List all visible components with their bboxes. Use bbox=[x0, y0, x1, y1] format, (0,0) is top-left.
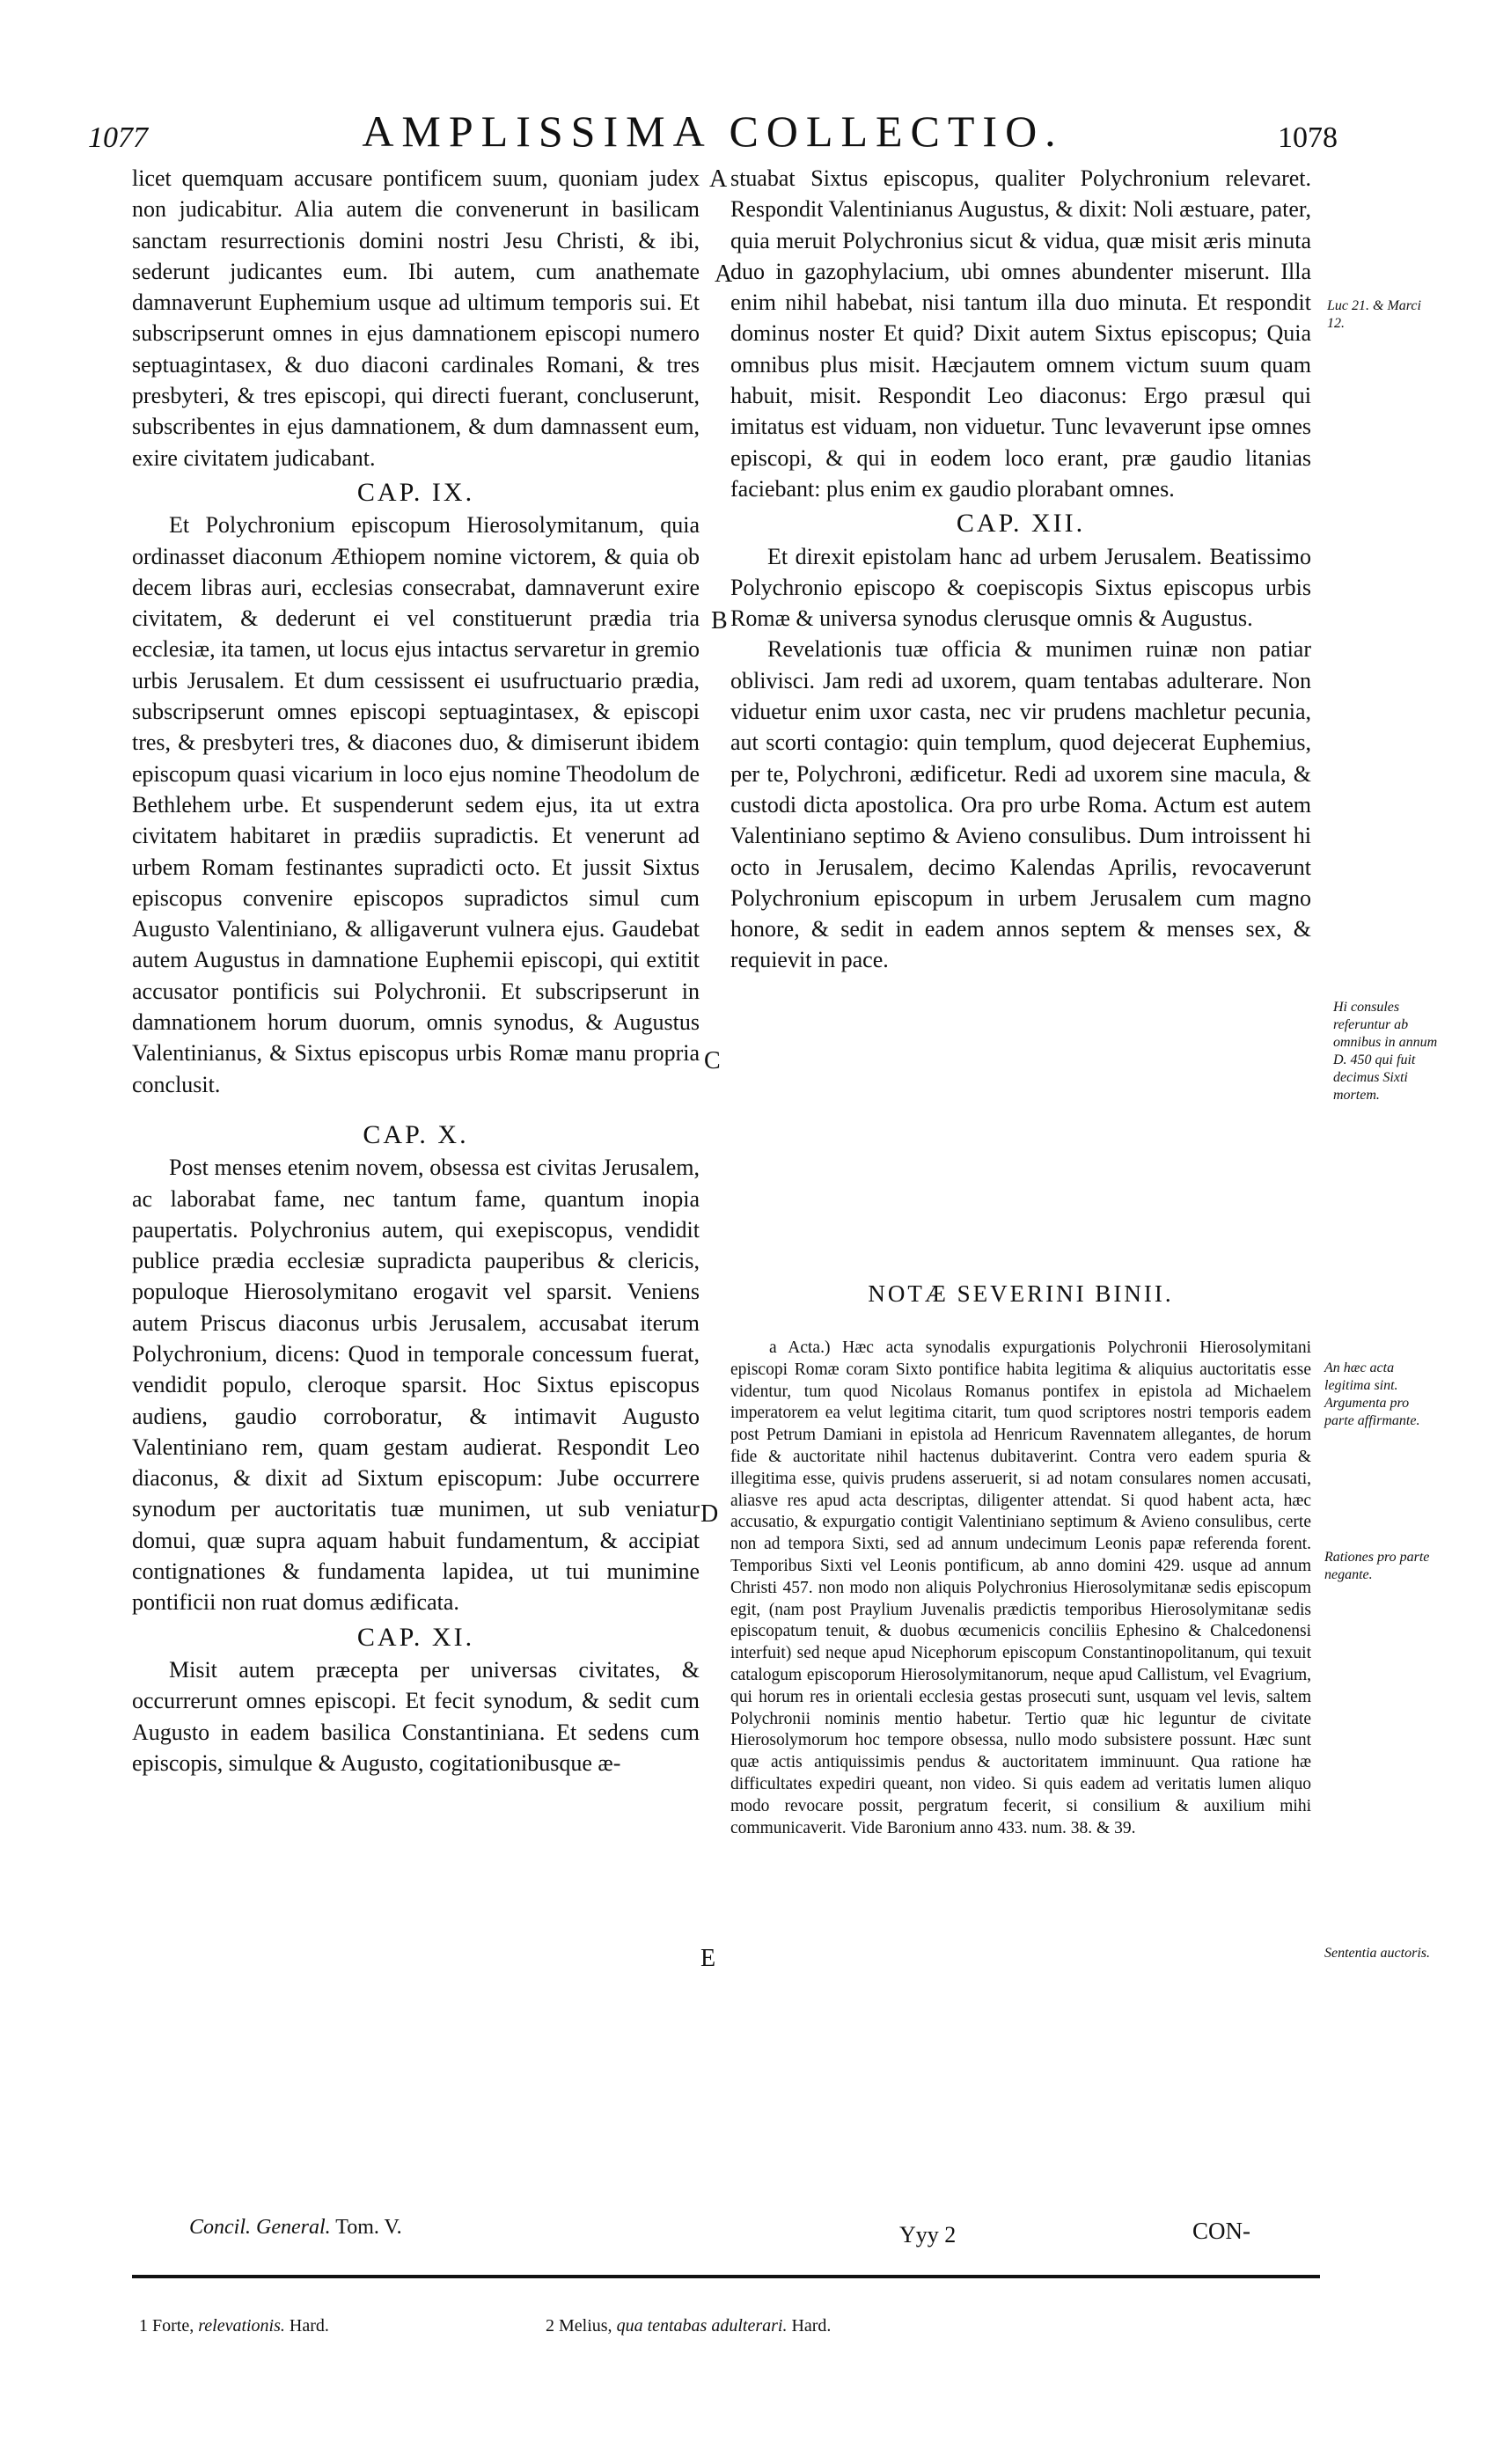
left-paragraph-3: Post menses etenim novem, obsessa est civitas Jerusalem, ac laborabat fame, nec tantum fame, quantum inopia paupertatis. Polychronius autem, qui exepiscopus, vendidit publice prædia ecclesiæ supradicta pauperibus & clericis, populoque Hierosolymitano erogavit vel sparsit. Veniens autem Priscus diaconus urbis Jerusalem, accusabat iterum Polychronium, dicens: Quod in temporale concessum fuerat, vendidit populo, cleroque sparsit. Hoc Sixtus episcopus audiens, gaudio corroboratur, & intimavit Augusto Valentiniano rem, quam gestam audierat. Respondit Leo diaconus, & dixit ad Sixtum episcopum: Jube occurrere synodum per auctoritatis tuæ munimen, ut sub veniatur domui, quæ supra aquam habuit fundamentum, & accipiat contignationes & fundamenta lapidea, ut tui munimine pontificii non ruat domus ædificata. bbox=[132, 1155, 700, 1616]
notes-title: NOTÆ SEVERINI BINII. bbox=[868, 1280, 1174, 1307]
left-paragraph-4: Misit autem præcepta per universas civitates, & occurrerunt omnes episcopi. Et fecit synodum, & sedit cum Augusto in eadem basilica Constantiniana. Et sedens cum episcopis, simulque & Augusto, cogitationibusque æ- bbox=[132, 1656, 700, 1776]
notes-paragraph: a Acta.) Hæc acta synodalis expurgationis Polychronii Hierosolymitani episcopi Romæ coram Sixto pontifice habita legitima & aliquius auctoritatis esse videntur, tum quod Nicolaus Romanus pontifex in epistola ad Michaelem imperatorem ea velut legitima citarit, tum quod scriptores nostri temporis eadem post Petrum Damiani in epistola ad Henricum Ravennatem allegantes, de horum fide & auctoritate nihil hactenus dubitaverint. Contra vero eadem spuria & illegitima esse, quivis prudens asseruerit, si ad notam consulares nomen accusati, aliasve res apud acta descriptas, diligenter attendat. Si quod habent acta, hæc accusatio, & expurgatio contigit Valentiniano septimum & Avieno consulibus, certe non ad tempora Sixti, sed ad annum undecimum Leonis papæ referenda forent. Temporibus Sixti vel Leonis pontificum, ab anno domini 429. usque ad annum Christi 457. non modo non aliquis Polychronius Hierosolymitanæ sedis episcopum egit, (nam post Praylium Juvenalis prædictis temporibus Hierosolymitanæ sedis episcopatum tenuit, & duobus œcumenicis conciliis Ephesino & Chalcedonensi interfuit) sed neque apud Nicephorum episcopum Constantinopolitanum, qui texuit catalogum episcoporum Hierosolymitanorum, neque apud Callistum, vel Evagrium, qui horum res in orientali ecclesia gestas prosecuti sunt, usquam vel levis, saltem Polychronii nominis mentio habetur. Tertio quæ hic leguntur de civitate Hierosolymorum hoc tempore obsessa, nullo modo subsistere possunt. Hæc sunt quæ actis antiquissimis pendus & auctoritatem imminuunt. Qua ratione hæ difficultates expediri queant, non video. Si quis eadem ad veritatis lumen aliquo modo revocare possit, pergratum fecerit, si consilium & auxilium mihi communicaverit. Vide Baronium anno 433. num. 38. & 39. bbox=[730, 1338, 1311, 1837]
chapter-heading-9: CAP. IX. bbox=[356, 477, 475, 507]
section-letter-d: D bbox=[700, 1500, 719, 1528]
side-note-an-haec: An hæc acta legitima sint. Argumenta pro parte affirmante. bbox=[1324, 1360, 1420, 1428]
footnote-2-end: Hard. bbox=[791, 2316, 832, 2336]
right-paragraph-1: stuabat Sixtus episcopus, qualiter Polychronium relevaret. Respondit Valentinianus Augustus, & dixit: Noli æstuare, pater, quia meruit Polychronius sicut & vidua, quæ misit æris minuta duo in gazophylacium, ubi omnes abundenter miserunt. Illa enim nihil habebat, nisi tantum illa duo minuta. Et respondit dominus noster Et quid? Dixit autem Sixtus episcopus; Quia omnibus plus misit. Hæcjautem omnem victum suum quam habuit, misit. Respondit Leo diaconus: Ergo præsul qui imitatus est viduam, non viduetur. Tunc levaverunt ipse omnes episcopi, & qui in eodem loco erant, præ gaudio litanias faciebant: plus enim ex gaudio plorabant omnes. bbox=[730, 165, 1311, 502]
footnote-rule bbox=[132, 2275, 1320, 2278]
footnote-2 bbox=[546, 2316, 831, 2336]
chapter-heading-12: CAP. XII. bbox=[956, 509, 1086, 539]
notes-body bbox=[730, 1338, 1311, 1839]
right-column bbox=[730, 163, 1311, 976]
footer-source bbox=[189, 2216, 402, 2240]
footnote-1-end: Hard. bbox=[289, 2316, 329, 2336]
side-note-rationes: Rationes pro parte negante. bbox=[1324, 1550, 1430, 1582]
signature-mark: Yyy 2 bbox=[899, 2222, 957, 2248]
page-header bbox=[88, 106, 1338, 167]
side-note-consules: Hi consules referuntur ab omnibus in annum D. 450 qui fuit decimus Sixti mortem. bbox=[1333, 1000, 1438, 1103]
left-page-number: 1077 bbox=[88, 121, 148, 154]
running-title: AMPLISSIMA COLLECTIO. bbox=[362, 106, 1064, 156]
footnote-2-italic: qua tentabas adulterari. bbox=[616, 2316, 788, 2336]
footnote-2-marker: 2 Melius, bbox=[546, 2316, 612, 2336]
side-note-luke: Luc 21. & Marci 12. bbox=[1327, 298, 1421, 331]
left-paragraph-2: Et Polychronium episcopum Hierosolymitanum, quia ordinasset diaconum Æthiopem nomine victorem, & quia ob decem libras auri, ecclesias consecrabat, damnaverunt exire civitatem, & dederunt ei vel constituerunt prædia tria ecclesiæ, ita tamen, ut locus ejus intactus servaretur in gremio urbis Jerusalem. Et dum cessissent ei usufructuario prædia, subscripserunt omnes episcopi septuagintasex, & episcopi tres, & presbyteri tres, & diacones duo, & dimiserunt ibidem episcopum quasi vicarium in loco ejus nomine Theodolum de Bethlehem urbe. Et suspenderunt sedem ejus, ita ut extra civitatem habitaret in prædiis supradictis. Et venerunt ad urbem Romam festinantes supradicti octo. Et jussit Sixtus episcopus convenire episcopos supradictos simul cum Augusto Valentiniano, & alligaverunt vulnera ejus. Gaudebat autem Augustus in damnatione Euphemii episcopi, qui extitit accusator pontificis sui Polychronii. Et subscripserunt in damnationem horum duorum, omnis synodus, & Augustus Valentinianus, & Sixtus episcopus urbis Romæ manu propria conclusit. bbox=[132, 512, 700, 1097]
footnote-1 bbox=[139, 2316, 329, 2336]
right-paragraph-3: Revelationis tuæ officia & munimen ruinæ non patiar oblivisci. Jam redi ad uxorem, quam tentabas adulterare. Non viduetur enim uxor casta, nec vir prudens machletur pecunia, aut scorti contagio: quin templum, quod dejecerat Euphemius, per te, Polychroni, ædificetur. Redi ad uxorem sine macula, & custodi dicta apostolica. Ora pro urbe Roma. Actum est autem Valentiniano septimo & Avieno consulibus. Dum introissent hi octo in Jerusalem, decimo Kalendas Aprilis, revocaverunt Polychronium episcopum in urbem Jerusalem cum magno honore, & sedit in eadem annos septem & menses sex, & requievit in pace. bbox=[730, 636, 1311, 973]
left-column bbox=[132, 163, 700, 1778]
section-letter-c: C bbox=[704, 1047, 721, 1074]
section-letter-e: E bbox=[700, 1945, 716, 1972]
footnote-1-italic: relevationis. bbox=[198, 2316, 285, 2336]
left-paragraph-1: licet quemquam accusare pontificem suum, quoniam judex non judicabitur. Alia autem die convenerunt in basilicam sanctam resurrectionis domini nostri Jesu Christi, & ibi, sederunt judicantes eum. Ibi autem, cum anathemate damnaverunt Euphemium usque ad ultimum temporis sui. Et subscripserunt omnes in ejus damnationem episcopi numero septuagintasex, & duo diaconi cardinales Romani, & tres presbyteri, & tres episcopi, qui directi fuerant, concluserunt, subscribentes in ejus damnationem, & dum damnassent eum, exire civitatem judicabant. bbox=[132, 165, 700, 471]
right-page-number: 1078 bbox=[1278, 121, 1338, 154]
footer-tome: Tom. V. bbox=[335, 2216, 402, 2239]
chapter-heading-11: CAP. XI. bbox=[356, 1622, 475, 1652]
footnote-1-marker: 1 Forte, bbox=[139, 2316, 194, 2336]
section-letter-a-mid: A bbox=[715, 260, 733, 288]
section-letter-a-top: A bbox=[709, 165, 728, 193]
footer-source-italic: Concil. General. bbox=[189, 2216, 331, 2239]
right-paragraph-2: Et direxit epistolam hanc ad urbem Jerusalem. Beatissimo Polychronio episcopo & coepiscopis Sixtus episcopus urbis Romæ & universa synodus clerusque omnis & Augustus. bbox=[730, 543, 1311, 632]
chapter-heading-10: CAP. X. bbox=[363, 1119, 469, 1149]
side-note-sententia: Sententia auctoris. bbox=[1324, 1946, 1430, 1961]
catchword: CON- bbox=[1192, 2218, 1250, 2244]
section-letter-b: B bbox=[711, 607, 728, 634]
